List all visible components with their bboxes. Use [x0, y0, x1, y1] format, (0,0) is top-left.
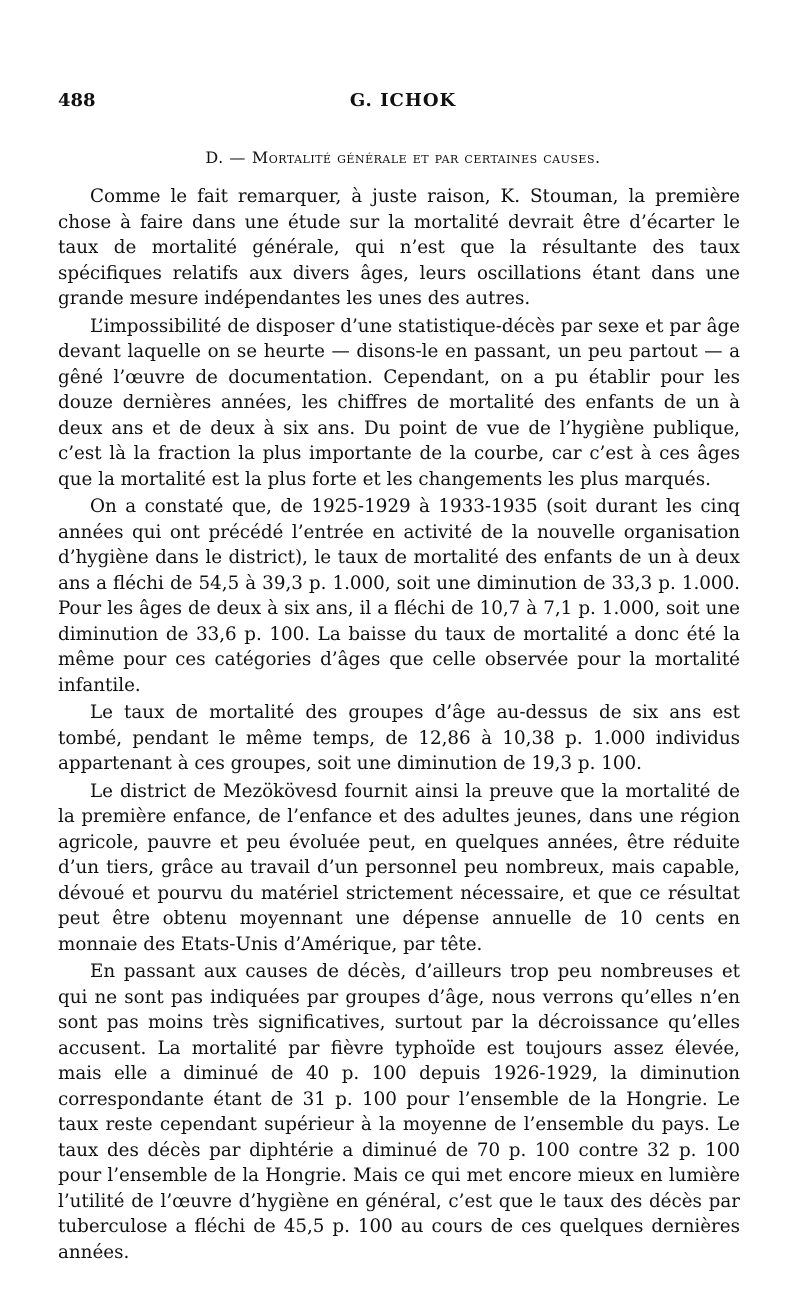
- paragraph: En passant aux causes de décès, d’ailleurs trop peu nombreuses et qui ne sont pas indiquées par groupes d’âge, nous verrons qu’elles n’en sont pas moins très significatives, surtout par la décroissance qu’elles accusent. La mortalité par fièvre typhoïde est toujours assez élevée, mais elle a diminué de 40 p. 100 depuis 1926-1929, la diminution correspondante étant de 31 p. 100 pour l’ensemble de la Hongrie. Le taux reste cependant supérieur à la moyenne de l’ensemble du pays. Le taux des décès par diphtérie a diminué de 70 p. 100 contre 32 p. 100 pour l’ensemble de la Hongrie. Mais ce qui met encore mieux en lumière l’utilité de l’œuvre d’hygiène en général, c’est que le taux des décès par tuberculose a fléchi de 45,5 p. 100 au cours de ces quelques dernières années.: [58, 961, 740, 1263]
- page-header: [58, 90, 748, 116]
- paragraph: L’impossibilité de disposer d’une statistique-décès par sexe et par âge devant laquelle on se heurte — disons-le en passant, un peu partout — a gêné l’œuvre de documentation. Cependant, on a pu établir pour les douze dernières années, les chiffres de mortalité des enfants de un à deux ans et de deux à six ans. Du point de vue de l’hygiène publique, c’est là la fraction la plus importante de la courbe, car c’est à ces âges que la mortalité est la plus forte et les changements les plus marqués.: [58, 315, 740, 490]
- paragraph: Le district de Mezökövesd fournit ainsi la preuve que la mortalité de la première enfance, de l’enfance et des adultes jeunes, dans une région agricole, pauvre et peu évoluée peut, en quelques années, être réduite d’un tiers, grâce au travail d’un personnel peu nombreux, mais capable, dévoué et pourvu du matériel strictement nécessaire, et que ce résultat peut être obtenu moyennant une dépense annuelle de 10 cents en monnaie des Etats-Unis d’Amérique, par tête.: [58, 780, 740, 955]
- paragraph: Le taux de mortalité des groupes d’âge au-dessus de six ans est tombé, pendant le même temps, de 12,86 à 10,38 p. 1.000 individus appartenant à ces groupes, soit une diminution de 19,3 p. 100.: [58, 702, 740, 774]
- body-text: [58, 184, 740, 1267]
- page-number: 488: [58, 90, 96, 111]
- section-label: D. —: [205, 148, 246, 167]
- paragraph: On a constaté que, de 1925-1929 à 1933-1935 (soit durant les cinq années qui ont précédé l’entrée en activité de la nouvelle organisation d’hygiène dans le district), le taux de mortalité des enfants de un à deux ans a fléchi de 54,5 à 39,3 p. 1.000, soit une diminution de 33,3 p. 1.000. Pour les âges de deux à six ans, il a fléchi de 10,7 à 7,1 p. 1.000, soit une diminution de 33,6 p. 100. La baisse du taux de mortalité a donc été la même pour ces catégories d’âges que celle observée pour la mortalité infantile.: [58, 496, 740, 696]
- section-title: Mortalité générale et par certaines causes.: [251, 148, 601, 167]
- running-head: G. ICHOK: [349, 90, 457, 111]
- section-heading: [58, 148, 748, 167]
- paragraph: Comme le fait remarquer, à juste raison, K. Stouman, la première chose à faire dans une étude sur la mortalité devrait être d’écarter le taux de mortalité générale, qui n’est que la résultante des taux spécifiques relatifs aux divers âges, leurs oscillations étant dans une grande mesure indépendantes les unes des autres.: [58, 186, 740, 309]
